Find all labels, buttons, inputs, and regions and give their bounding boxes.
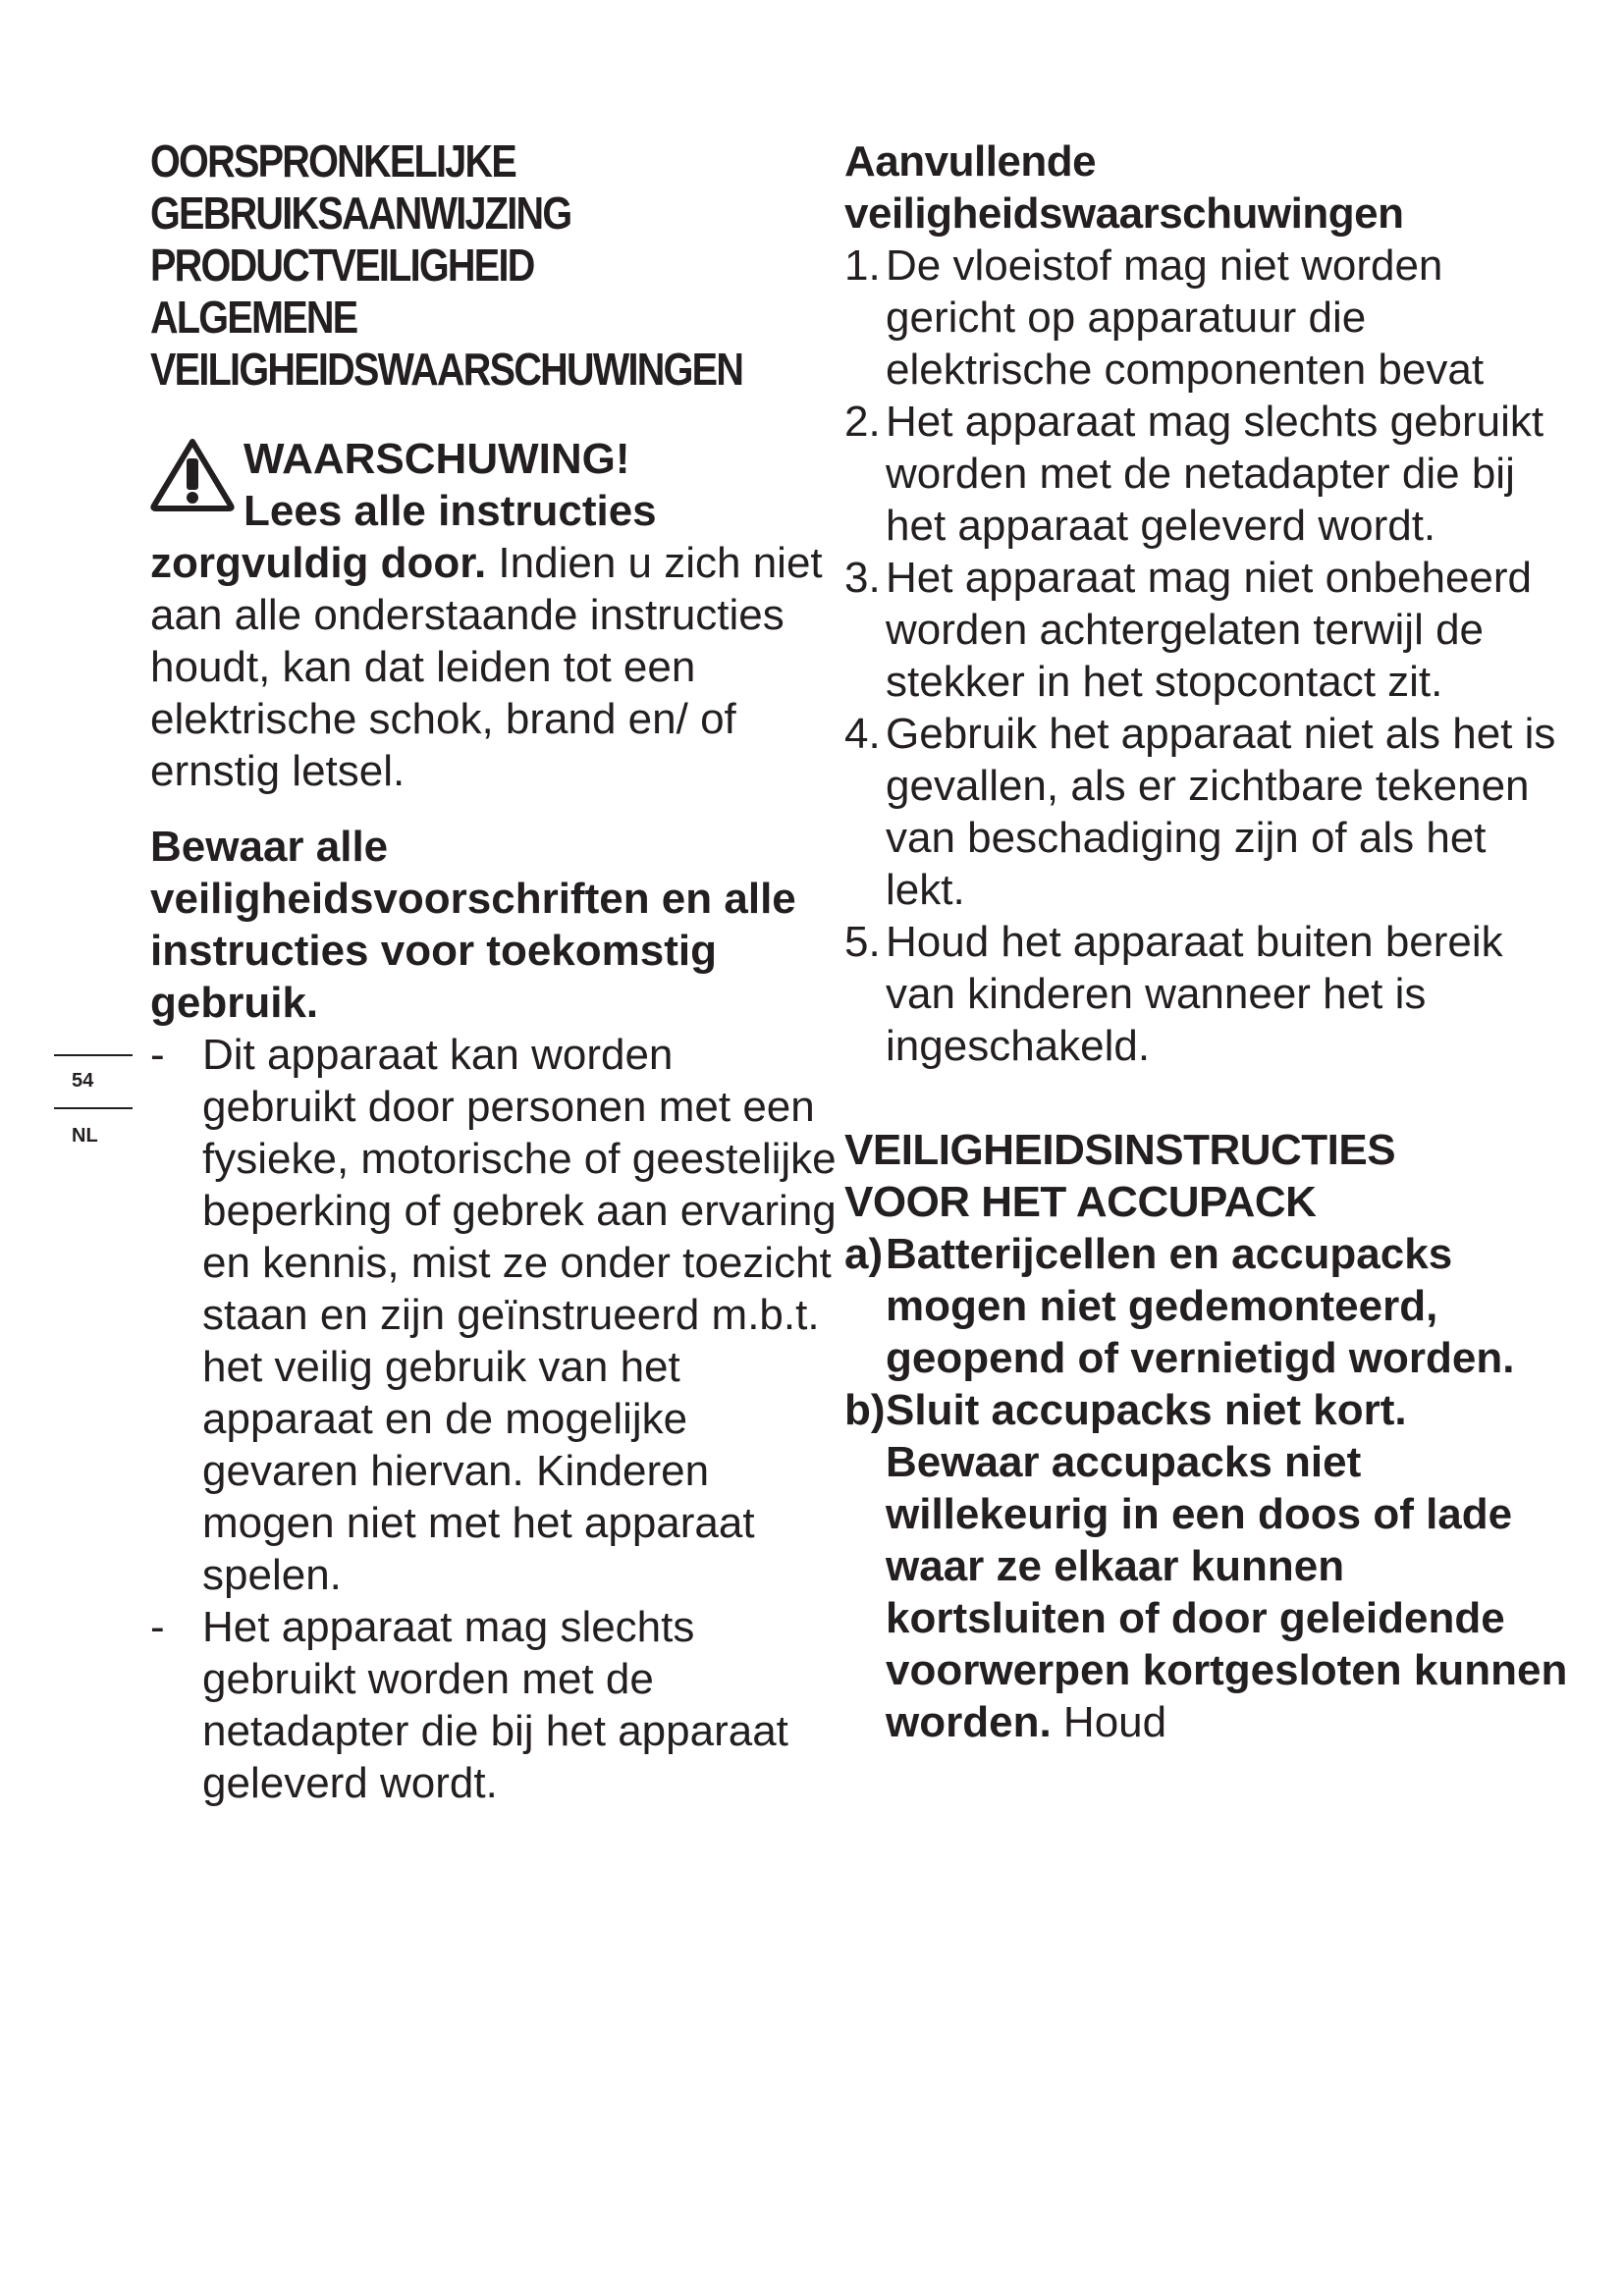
list-item-bold-text: Batterijcellen en accupacks mogen niet gedemonteerd, geopend of vernietigd worden.: [886, 1230, 1515, 1382]
list-item-text: Het apparaat mag slechts gebruikt worden met de netadapter die bij het apparaat geleverd wordt.: [202, 1603, 788, 1807]
list-item: [844, 1228, 1571, 1384]
list-number: 1.: [844, 241, 881, 290]
list-number: 4.: [844, 710, 881, 758]
warning-subtitle: Lees alle instructies: [244, 487, 657, 535]
page-marker-line: [54, 1107, 133, 1109]
warning-triangle-icon: [150, 437, 235, 511]
page-number: 54: [72, 1070, 94, 1092]
keep-instructions: Bewaar alle veiligheidsvoorschriften en alle instructies voor toekomstig gebruik.: [150, 823, 796, 1027]
heading-line: OORSPRONKELIJKE: [150, 135, 516, 187]
list-dash: -: [150, 1031, 165, 1079]
list-item: [844, 396, 1571, 552]
battery-section: [844, 1124, 1571, 1748]
warning-text: [150, 537, 838, 797]
right-column: [844, 135, 1571, 1748]
list-item-text: Het apparaat mag slechts gebruikt worden met de netadapter die bij het apparaat geleverd wordt.: [886, 398, 1544, 550]
list-letter: b): [844, 1386, 886, 1434]
list-number: 5.: [844, 918, 881, 966]
warning-body: Indien u zich niet aan alle onderstaande instructies houdt, kan dat leiden tot een elektrische schok, brand en/ of ernstig letsel.: [150, 539, 823, 795]
list-number: 3.: [844, 554, 881, 602]
list-item: [844, 1384, 1571, 1748]
list-item: [150, 1601, 838, 1809]
list-item-text: Dit apparaat kan worden gebruikt door personen met een fysieke, motorische of geestelijke beperking of gebrek aan ervaring en kennis, mist ze onder toezicht staan en zijn geïnstrueerd m.b.t. het veilig gebruik van het apparaat en de mogelijke gevaren hiervan. Kinderen mogen niet met het apparaat spelen.: [202, 1031, 837, 1599]
list-item: [844, 240, 1571, 396]
list-number: 2.: [844, 398, 881, 446]
list-item: [844, 916, 1571, 1072]
heading-line: GEBRUIKSAANWIJZING: [150, 187, 571, 239]
main-heading: [150, 135, 741, 396]
heading-line: ALGEMENE: [150, 292, 357, 343]
list-item: [844, 552, 1571, 708]
list-item-text: Houd het apparaat buiten bereik van kinderen wanneer het is ingeschakeld.: [886, 918, 1503, 1070]
heading-line: PRODUCTVEILIGHEID: [150, 240, 534, 291]
list-item: [844, 708, 1571, 916]
list-dash: -: [150, 1603, 165, 1651]
heading-line: VEILIGHEIDSWAARSCHUWINGEN: [150, 344, 743, 395]
battery-title-line: VOOR HET ACCUPACK: [844, 1178, 1317, 1226]
list-item-text: Het apparaat mag niet onbeheerd worden achtergelaten terwijl de stekker in het stopcontact zit.: [886, 554, 1533, 706]
warning-bold-lead: zorgvuldig door.: [150, 539, 487, 587]
page-marker-line: [54, 1054, 133, 1056]
list-item-bold-text: Sluit accupacks niet kort. Bewaar accupacks niet willekeurig in een doos of lade waar ze elkaar kunnen kortsluiten of door geleidende voorwerpen kortgesloten kunnen worden.: [886, 1386, 1568, 1746]
list-item: [150, 1029, 838, 1601]
numbered-list: [844, 240, 1571, 1072]
battery-title-line: VEILIGHEIDSINSTRUCTIES: [844, 1126, 1396, 1174]
additional-warnings-title: Aanvullende veiligheidswaarschuwingen: [844, 137, 1404, 238]
warning-title: WAARSCHUWING!: [244, 435, 630, 483]
left-column: [150, 135, 838, 1809]
page-language: NL: [72, 1125, 98, 1147]
list-letter: a): [844, 1230, 884, 1278]
list-item-text: Gebruik het apparaat niet als het is gevallen, als er zichtbare tekenen van beschadiging zijn of als het lekt.: [886, 710, 1556, 914]
list-item-text: De vloeistof mag niet worden gericht op apparatuur die elektrische componenten bevat: [886, 241, 1485, 394]
list-item-tail-text: Houd: [1051, 1698, 1167, 1746]
warning-block: [150, 433, 838, 797]
